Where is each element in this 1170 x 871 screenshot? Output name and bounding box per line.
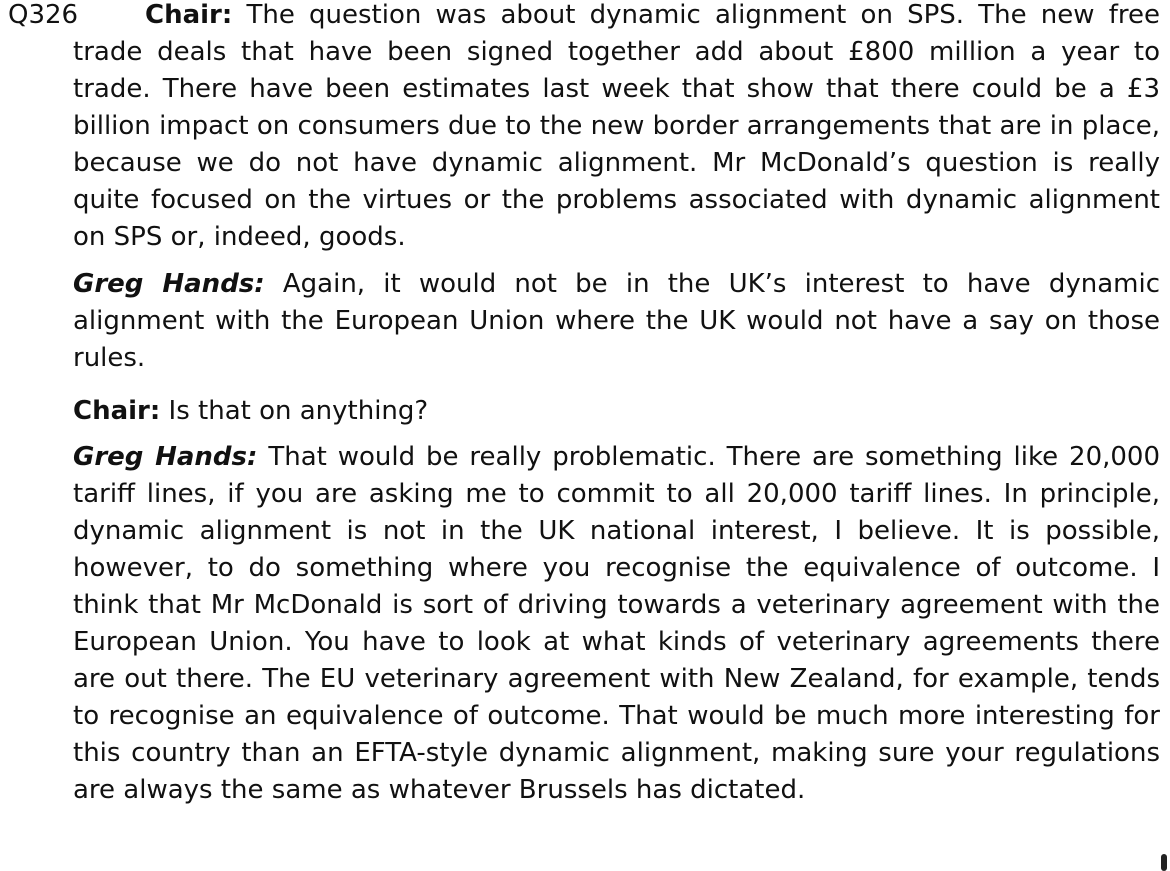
speaker-label: Chair: <box>73 396 161 426</box>
exchange-text: Again, it would not be in the UK’s interest to have dynamic alignment with the European Union where the UK would not have a say on those rules. <box>73 269 1160 373</box>
exchange-chair-1 <box>73 0 1160 256</box>
exchange-text: That would be really problematic. There are something like 20,000 tariff lines, if you are asking me to commit to all 20,000 tariff lines. In principle, dynamic alignment is not in the UK national interest, I believe. It is possible, however, to do something where you recognise the equivalence of outcome. I think that Mr McDonald is sort of driving towards a veterinary agreement with the European Union. You have to look at what kinds of veterinary agreements there are out there. The EU veterinary agreement with New Zealand, for example, tends to recognise an equivalence of outcome. That would be much more interesting for this country than an EFTA-style dynamic alignment, making sure your regulations are always the same as whatever Brussels has dictated. <box>73 442 1161 805</box>
speaker-label: Chair: <box>145 0 233 30</box>
question-number: Q326 <box>8 0 79 30</box>
exchange-chair-2 <box>73 393 1160 430</box>
exchange-greg-hands-1 <box>73 266 1160 377</box>
exchange-text: Is that on anything? <box>160 396 429 426</box>
speaker-label: Greg Hands: <box>73 269 265 299</box>
speaker-label: Greg Hands: <box>73 442 258 472</box>
exchange-text: The question was about dynamic alignment on SPS. The new free trade deals that have been signed together add about £800 million a year to trade. There have been estimates last week that show that there could be a £3 billion impact on consumers due to the new border arrangements that are in place, because we do not have dynamic alignment. Mr McDonald’s question is really quite focused on the virtues or the problems associated with dynamic alignment on SPS or, indeed, goods. <box>73 0 1160 252</box>
scrollbar-thumb[interactable] <box>1161 854 1167 871</box>
exchange-greg-hands-2 <box>73 439 1160 809</box>
